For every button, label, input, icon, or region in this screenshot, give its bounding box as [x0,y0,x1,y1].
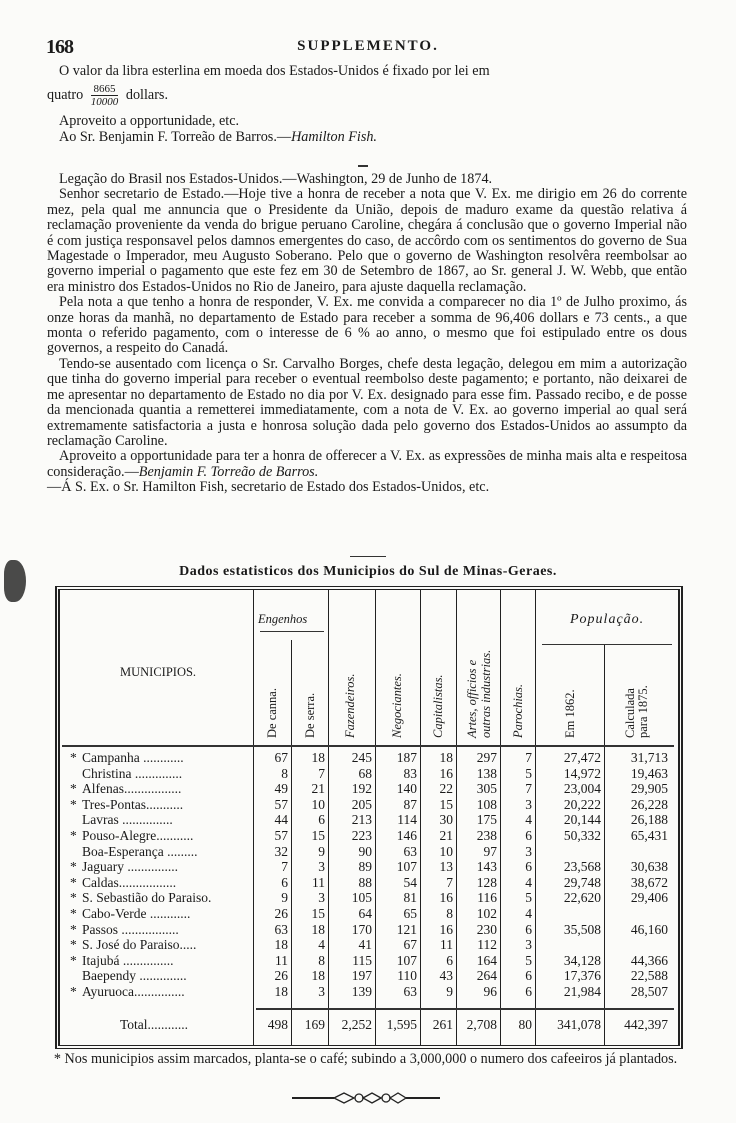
municipio-name [70,860,260,875]
cell-parochias: 6 [525,828,532,843]
cell-serra: 18 [311,921,325,937]
coffee-mark: * [70,891,77,906]
cell-pop1862: 50,332 [563,828,601,843]
header-engenhos: Engenhos [258,612,308,626]
total-negociantes: 1,595 [386,1017,417,1032]
cell-serra: 3 [318,890,325,906]
cell-canna: 57 [274,828,288,843]
header-municipios: MUNICIPIOS. [120,665,197,679]
municipio-label: Pouso-Alegre........... [82,829,194,843]
municipio-label: Alfenas................. [82,782,182,797]
cell-fazendeiros: 245 [351,750,372,765]
cell-pop1875: 46,160 [630,921,668,937]
cell-artes: 305 [476,781,497,797]
table-title: Dados estatisticos dos Municipios do Sul de Minas-Geraes. [179,564,557,579]
cell-capitalistas: 6 [446,952,453,968]
cell-capitalistas: 16 [439,921,453,937]
cell-serra: 15 [311,828,325,843]
letter-2-para-2: Pela nota a que tenho a honra de responder, V. Ex. me convida a comparecer no dia 1º de Julho proximo, ás onze horas da manhã, no departamento de Estado para receber a somma de 96,406 dollars e 73 cents., a que monta o referido pagamento, com o interesse de 6 % ao anno, o mesmo que foi estipulado entre os dous governos, a respeito do Canadá. [47,294,687,357]
table-row [60,969,678,984]
municipio-name [70,985,260,1000]
municipio-label: S. Sebastião do Paraiso. [82,891,212,906]
letter-2-addressee: —Á S. Ex. o Sr. Hamilton Fish, secretario de Estado dos Estados-Unidos, etc. [47,479,490,496]
cell-capitalistas: 15 [439,796,453,812]
header-calculada-line-1: Calculada [623,688,637,738]
cell-serra: 6 [318,812,325,828]
cell-parochias: 3 [525,796,532,812]
cell-parochias: 4 [525,906,532,921]
cell-pop1862: 23,568 [563,859,601,875]
cell-capitalistas: 22 [439,781,453,797]
header-de-canna: De canna. [265,688,279,738]
cell-capitalistas: 30 [439,812,453,828]
cell-capitalistas: 18 [439,750,453,765]
municipio-label: Lavras ............... [82,813,173,828]
letter-1-signature: Hamilton Fish. [291,128,377,145]
cell-negociantes: 65 [403,906,417,921]
cell-negociantes: 87 [403,796,417,812]
total-artes: 2,708 [466,1017,497,1032]
cell-serra: 9 [318,843,325,859]
total-pop1862: 341,078 [557,1017,601,1032]
total-pop1875: 442,397 [624,1017,668,1032]
municipio-label: Ayuruoca............... [82,985,185,999]
cell-capitalistas: 8 [446,906,453,921]
cell-serra: 8 [318,952,325,968]
page-number: 168 [46,36,73,58]
cell-pop1862: 21,984 [563,984,601,999]
letter-1-line-2 [47,83,687,108]
municipio-name [70,829,260,844]
municipio-label: Christina .............. [82,766,183,781]
footnote-text: Nos municipios assim marcados, planta-se o café; subindo a 3,000,000 o numero dos cafeeiros já plantados. [64,1051,678,1067]
cell-serra: 18 [311,750,325,765]
cell-negociantes: 140 [396,781,417,797]
total-fazendeiros: 2,252 [341,1017,372,1032]
letter-1-line-1: O valor da libra esterlina em moeda dos Estados-Unidos é fixado por lei em [59,63,490,79]
cell-capitalistas: 11 [440,937,453,953]
letter-2-para-4 [47,449,687,480]
total-capitalistas: 261 [432,1017,453,1032]
statistics-table [55,586,683,1049]
cell-canna: 26 [274,968,288,984]
total-label: Total............ [120,1018,189,1032]
municipio-label: Campanha ............ [82,751,184,765]
cell-pop1862: 34,128 [563,952,601,968]
municipio-label: Cabo-Verde ............ [82,907,191,921]
cell-negociantes: 146 [396,828,417,843]
cell-pop1862: 20,144 [563,812,601,828]
footnote-mark: * [53,1051,61,1067]
cell-pop1862: 22,620 [563,890,601,906]
cell-pop1875: 26,228 [630,796,668,812]
cell-pop1875: 29,406 [630,890,668,906]
cell-pop1875: 28,507 [630,984,668,999]
header-negociantes: Negociantes. [390,673,404,738]
cell-capitalistas: 7 [446,874,453,890]
cell-artes: 297 [476,750,497,765]
cell-serra: 3 [318,859,325,875]
cell-canna: 18 [274,937,288,953]
cell-parochias: 5 [525,890,532,906]
municipio-name [70,938,260,953]
coffee-mark: * [70,751,77,765]
header-populacao: População. [570,612,645,627]
coffee-mark: * [70,829,77,843]
total-canna: 498 [267,1017,288,1032]
footnote [47,1052,687,1067]
coffee-mark: * [70,875,77,890]
cell-fazendeiros: 170 [351,921,372,937]
coffee-mark: * [70,985,77,999]
municipio-name [70,813,260,828]
cell-artes: 96 [483,984,497,999]
coffee-mark: * [70,782,77,797]
cell-artes: 112 [477,937,497,953]
cell-negociantes: 107 [396,952,417,968]
cell-fazendeiros: 205 [351,796,372,812]
table-row [60,845,678,860]
cell-parochias: 6 [525,984,532,999]
cell-artes: 143 [476,859,497,875]
table-row [60,985,678,1000]
cell-pop1862: 35,508 [563,921,601,937]
table-row [60,813,678,828]
coffee-mark: * [70,922,77,937]
cell-serra: 3 [318,984,325,999]
cell-pop1875: 22,588 [630,968,668,984]
cell-pop1875: 31,713 [630,750,668,765]
cell-parochias: 4 [525,874,532,890]
cell-artes: 175 [476,812,497,828]
cell-pop1875: 26,188 [630,812,668,828]
total-row [60,1018,678,1033]
municipio-name [70,907,260,922]
cell-artes: 164 [476,952,497,968]
cell-artes: 138 [476,765,497,781]
cell-negociantes: 63 [403,984,417,999]
cell-negociantes: 81 [403,890,417,906]
cell-artes: 116 [477,890,497,906]
cell-artes: 128 [476,874,497,890]
table-row [60,954,678,969]
table-row [60,891,678,906]
cell-capitalistas: 10 [439,843,453,859]
cell-fazendeiros: 89 [358,859,372,875]
cell-fazendeiros: 197 [351,968,372,984]
cell-canna: 57 [274,796,288,812]
cell-artes: 264 [476,968,497,984]
table-row [60,829,678,844]
cell-parochias: 5 [525,952,532,968]
cell-parochias: 3 [525,937,532,953]
cell-serra: 4 [318,937,325,953]
cell-negociantes: 121 [396,921,417,937]
coffee-mark: * [70,860,77,875]
cell-fazendeiros: 213 [351,812,372,828]
letter-1-line-2-pre: quatro [47,87,84,104]
cell-pop1862: 23,004 [563,781,601,797]
cell-fazendeiros: 88 [358,874,372,890]
cell-negociantes: 54 [403,874,417,890]
cell-capitalistas: 21 [439,828,453,843]
cell-serra: 18 [311,968,325,984]
header-bottom-rule [62,745,674,747]
municipio-label: Tres-Pontas........... [82,797,184,812]
cell-canna: 6 [281,874,288,890]
header-artes-line-2: outras industrias. [479,649,493,738]
cell-capitalistas: 16 [439,765,453,781]
letter-1-closing: Aproveito a opportunidade, etc. [59,113,240,130]
header-em-1862: Em 1862. [563,689,577,738]
cell-fazendeiros: 139 [351,984,372,999]
cell-canna: 18 [274,984,288,999]
cell-negociantes: 114 [397,812,417,828]
cell-canna: 11 [275,952,288,968]
table-row [60,907,678,922]
letter-2 [47,172,687,496]
cell-pop1862: 29,748 [563,874,601,890]
coffee-mark: * [70,938,77,953]
total-parochias: 80 [518,1017,532,1032]
cell-serra: 10 [311,796,325,812]
cell-artes: 97 [483,843,497,859]
table-row [60,751,678,766]
municipio-name [70,845,260,860]
coffee-mark: * [70,907,77,921]
table-row [60,767,678,782]
municipio-name [70,876,260,891]
municipio-label: Passos ................. [82,922,179,937]
cell-negociantes: 110 [397,968,417,984]
cell-fazendeiros: 64 [358,906,372,921]
letter-2-dateline: Legação do Brasil nos Estados-Unidos.—Washington, 29 de Junho de 1874. [59,171,493,187]
engenhos-brace [260,631,324,632]
cell-parochias: 7 [525,750,532,765]
cell-serra: 11 [312,874,325,890]
cell-negociantes: 83 [403,765,417,781]
table-row [60,938,678,953]
header-fazendeiros: Fazendeiros. [343,673,357,738]
municipio-label: Jaguary ............... [82,860,178,875]
cell-parochias: 4 [525,812,532,828]
cell-serra: 21 [311,781,325,797]
cell-fazendeiros: 41 [358,937,372,953]
header-capitalistas: Capitalistas. [431,674,445,738]
letter-1-addressee-line [47,130,687,145]
cell-artes: 108 [476,796,497,812]
section-divider [358,165,368,167]
letter-2-signature: Benjamin F. Torreão de Barros. [138,463,319,480]
cell-pop1875: 65,431 [630,828,668,843]
cell-fazendeiros: 115 [352,952,372,968]
letter-1-addressee: Ao Sr. Benjamin F. Torreão de Barros.— [59,128,292,145]
cell-parochias: 6 [525,859,532,875]
cell-parochias: 6 [525,921,532,937]
letter-2-para-1: Senhor secretario de Estado.—Hoje tive a honra de receber a nota que V. Ex. me dirigio em 26 do corrente mez, pela qual me annuncia que o Presidente da União, depois de maduro exame da questão relativa á reclamação proveniente da venda do brigue peruano Caroline, chegára á conclusão que o governo Imperial não é com justiça responsavel pelos damnos emergentes do caso, de accôrdo com os sentimentos do governo de Sua Magestade o Imperador, meu Augusto Soberano. Pelo que o governo de Washington resolvêra reembolsar ao governo imperial o pagamento que este fez em 30 de Setembro de 1867, ao Sr. general J. W. Webb, que então era ministro dos Estados-Unidos no Rio de Janeiro, para ajuste daquella reclamação. [47,186,687,295]
fraction-numerator: 8665 [91,83,119,96]
cell-fazendeiros: 90 [358,843,372,859]
cell-canna: 8 [281,765,288,781]
cell-parochias: 5 [525,765,532,781]
cell-negociantes: 67 [403,937,417,953]
cell-canna: 7 [281,859,288,875]
municipio-label: Caldas................. [82,875,177,890]
table-row [60,876,678,891]
header-parochias: Parochias. [511,683,525,738]
table-row [60,860,678,875]
cell-pop1862: 27,472 [563,750,601,765]
letter-2-para-3: Tendo-se ausentado com licença o Sr. Carvalho Borges, chefe desta legação, delegou em mim a autorização que tinha do governo imperial para receber o eventual reembolso deste pagamento; e portanto, não deixarei de me apresentar no departamento de Estado no dia por V. Ex. designado para esse fim. Passado recibo, e de posse da mencionada quantia a remetterei immediatamente, com a nota de V. Ex. ao governo imperial ao qual será extremamente satisfactoria a justa e honrosa solução dada pelo governo dos Estados-Unidos ao assumpto da reclamação Caroline. [47,355,687,449]
cell-negociantes: 187 [396,750,417,765]
running-title: SUPPLEMENTO. [297,38,439,54]
municipio-name [70,751,260,766]
municipio-name [70,923,260,938]
table-row [60,798,678,813]
cell-capitalistas: 9 [446,984,453,999]
cell-capitalistas: 13 [439,859,453,875]
header-de-serra: De serra. [303,692,317,738]
municipio-label: Itajubá ............... [82,953,174,968]
header-artes-line-1: Artes, officios e [465,659,479,738]
municipio-name [70,969,260,984]
fraction [91,83,119,108]
letter-1 [47,64,687,145]
letter-1-line-2-post: dollars. [125,87,169,104]
cell-canna: 9 [281,890,288,906]
coffee-mark: * [70,797,77,812]
cell-canna: 26 [274,906,288,921]
cell-pop1875: 19,463 [630,765,668,781]
cell-canna: 32 [274,843,288,859]
populacao-brace [542,644,672,645]
cell-pop1875: 30,638 [630,859,668,875]
coffee-mark: * [70,953,77,968]
cell-fazendeiros: 192 [351,781,372,797]
municipio-name [70,767,260,782]
cell-pop1875: 29,905 [630,781,668,797]
cell-fazendeiros: 223 [351,828,372,843]
municipio-label: Boa-Esperança ......... [82,844,198,859]
cell-pop1862: 14,972 [563,765,601,781]
table-divider [350,556,386,557]
cell-artes: 230 [476,921,497,937]
cell-artes: 102 [476,906,497,921]
cell-canna: 44 [274,812,288,828]
cell-pop1875: 38,672 [630,874,668,890]
table-row [60,782,678,797]
cell-parochias: 3 [525,843,532,859]
cell-parochias: 7 [525,781,532,797]
cell-negociantes: 107 [396,859,417,875]
municipio-name [70,891,260,906]
municipio-label: S. José do Paraiso..... [82,938,197,953]
cell-pop1875: 44,366 [630,952,668,968]
cell-parochias: 6 [525,968,532,984]
fraction-denominator: 10000 [90,96,119,109]
municipio-name [70,954,260,969]
cell-negociantes: 63 [403,843,417,859]
letter-2-para-4-text: Aproveito a opportunidade para ter a honra de offerecer a V. Ex. as expressões de minha mais alta e respeitosa consideração.— [47,448,687,480]
cell-pop1862: 20,222 [563,796,601,812]
municipio-name [70,782,260,797]
end-ornament-icon [292,1092,440,1104]
municipio-name [70,798,260,813]
total-serra: 169 [304,1017,325,1032]
cell-fazendeiros: 105 [351,890,372,906]
cell-canna: 67 [274,750,288,765]
cell-artes: 238 [476,828,497,843]
total-rule [256,1008,674,1010]
cell-capitalistas: 16 [439,890,453,906]
cell-canna: 63 [274,921,288,937]
cell-serra: 7 [318,765,325,781]
cell-pop1862: 17,376 [563,968,601,984]
table-row [60,923,678,938]
cell-canna: 49 [274,781,288,797]
cell-fazendeiros: 68 [358,765,372,781]
cell-serra: 15 [311,906,325,921]
cell-capitalistas: 43 [439,968,453,984]
header-calculada-line-2: para 1875. [636,685,650,738]
municipio-label: Baependy .............. [82,969,187,984]
